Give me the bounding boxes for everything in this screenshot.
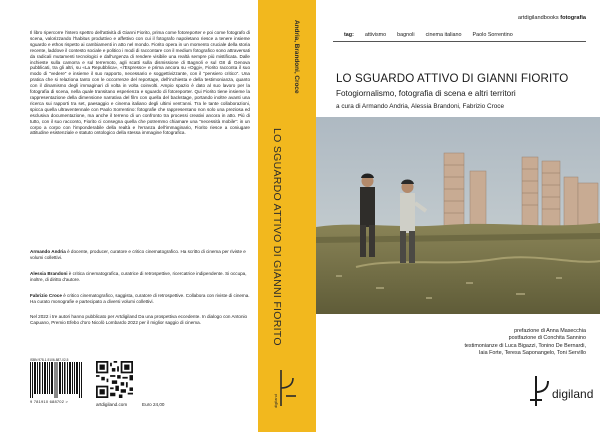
- tags-divider: [333, 41, 586, 42]
- tag-item: attivismo: [364, 32, 387, 38]
- logo-text: digiland: [552, 387, 594, 401]
- bio-croce: [30, 293, 250, 305]
- publisher-logo-icon: [526, 374, 596, 408]
- tag-item: cinema italiano: [425, 32, 462, 38]
- publisher-prefix: artdigilandbooks: [517, 15, 561, 21]
- svg-text:digiland: digiland: [273, 394, 278, 408]
- isbn-label: ISBN 978-1-9106-887-02-5: [30, 358, 69, 362]
- tag-list: [344, 32, 513, 38]
- spine-text: [287, 20, 305, 94]
- authors-note: Nel 2022 i tre autori hanno pubblicato per Artdigiland Da una prospettiva eccedente. In dialogo con Antonio Capuano, Premio Efebo d'oro Nicolò Lombardo 2022 per il miglior saggio di cinema.: [30, 314, 248, 325]
- book-subtitle: Fotogiornalismo, fotografia di scena e altri territori: [336, 89, 516, 98]
- credit-line: prefazione di Anna Masecchia: [514, 328, 586, 334]
- credit-line: postfazione di Conchita Sannino: [508, 335, 586, 342]
- spine-title-wrap: [268, 128, 286, 346]
- bio-text: è critica cinematografica, curatrice di retrospettive, ricercatrice indipendente. Si occupa, inoltre, di diritto d'autore.: [30, 271, 247, 282]
- tag-label: tag:: [344, 32, 354, 38]
- spine-logo-icon: [272, 366, 302, 410]
- barcode: [30, 362, 82, 398]
- book-title: LO SGUARDO ATTIVO DI GIANNI FIORITO: [336, 72, 569, 85]
- bio-brandoni: [30, 271, 250, 283]
- credit-line: Iaia Forte, Teresa Saponangelo, Toni Servillo: [478, 350, 586, 357]
- price: Euro 24,00: [142, 402, 165, 407]
- bio-name: Armando Andria: [30, 249, 66, 254]
- credits: [464, 328, 586, 358]
- tag-item: bagnoli: [397, 32, 415, 38]
- bio-text: è critico cinematografico, saggista, curatore di retrospettive. Collabora con riviste di cinema. Ha curato monografie e partecipato a diversi volumi collettivi.: [30, 293, 250, 304]
- spine-authors: Andria, Brandoni, Croce: [293, 20, 300, 94]
- back-blurb: Il libro ripercorre l'intero spettro dell'attività di Gianni Fiorito, prima come fotoreporter e poi come fotografo di scena, valorizzando l'habitus produttivo e affettivo con cui il fotografo napoletano riesce a tenere insieme sguardo e ethos rispetto ai cambiamenti in atto nel mondo. Fiorito opera in un momento cruciale della storia recente, laddove il contesto sociale e politico i modi di raccontare con il medium fotografico sono attraversati da radicali mutamenti tecnologici e dall'urgenza di rendere visibile una realtà sempre più mistificata. Dalle inchieste sulla camorra e sul terremoto, agli scatti sulla dismissione di Bagnoli e sul G8 di Genova pubblicati, tra gli altri, su «La Repubblica», «l'Espresso» e prima ancora su «Oggi», Fiorito racconta il suo modo di "vedere" e insieme il suo rapporto, necessario e soggettivizzante, con il "pensiero critico". Una pratica che si relaziona tanto con le occorrenze del reportage, dell'inchiesta e della testimonianza, quanto con il dinamismo degli immaginari di volta in volta coinvolti. Ampio spazio è dato al suo lavoro per la fotografia di scena, nella quale transitano esperienza e sguardo di fotoreporter. Qui Fiorito tiene insieme la rappresentazione della dimensione narrativa del film con quella del backstage, portando inoltre avanti una ricerca sui rapporti tra set, paesaggio e cinema italiano degli ultimi vent'anni. Tra le tante collaborazioni, spicca quella ultraventennale con Paolo Sorrentino: fotografie che rappresentano non solo una preziosa ed esclusiva documentazione, ma anche il terreno di un confronto tra processi creativi ancora in atto. Più di tutto, con il suo racconto, Fiorito ci consegna quella che potremmo chiamare una "necessità mobile": in un corpo a corpo con l'imponderabile della realtà e l'erranza dell'immaginario, Fiorito riesce a coniugare attitudine esistenziale e statuto ontologico della stessa immagine fotografica.: [30, 30, 250, 136]
- credit-line: testimonianze di Luca Bigazzi, Tonino De Bernardi,: [464, 342, 586, 349]
- bio-name: Alessia Brandoni: [30, 271, 68, 276]
- website: artdigiland.com: [96, 402, 128, 407]
- bio-text: è docente, producer, curatore e critico cinematografico. Ha scritto di cinema per riviste e volumi collettivi.: [30, 249, 246, 260]
- spine-title: LO SGUARDO ATTIVO DI GIANNI FIORITO: [271, 128, 283, 346]
- book-editors: a cura di Armando Andria, Alessia Brandoni, Fabrizio Croce: [336, 103, 505, 110]
- tag-item: Paolo Sorrentino: [472, 32, 513, 38]
- bio-name: Fabrizio Croce: [30, 293, 62, 298]
- bio-andria: [30, 249, 250, 261]
- publisher-series-name: fotografia: [560, 15, 586, 21]
- publisher-series: [518, 15, 586, 21]
- barcode-area: [30, 358, 250, 418]
- cover-photo: [316, 117, 600, 314]
- landscape-photo-icon: [316, 117, 600, 314]
- qr-code-icon: [96, 361, 133, 398]
- isbn-digits: 9 781910 688702 >: [30, 399, 68, 404]
